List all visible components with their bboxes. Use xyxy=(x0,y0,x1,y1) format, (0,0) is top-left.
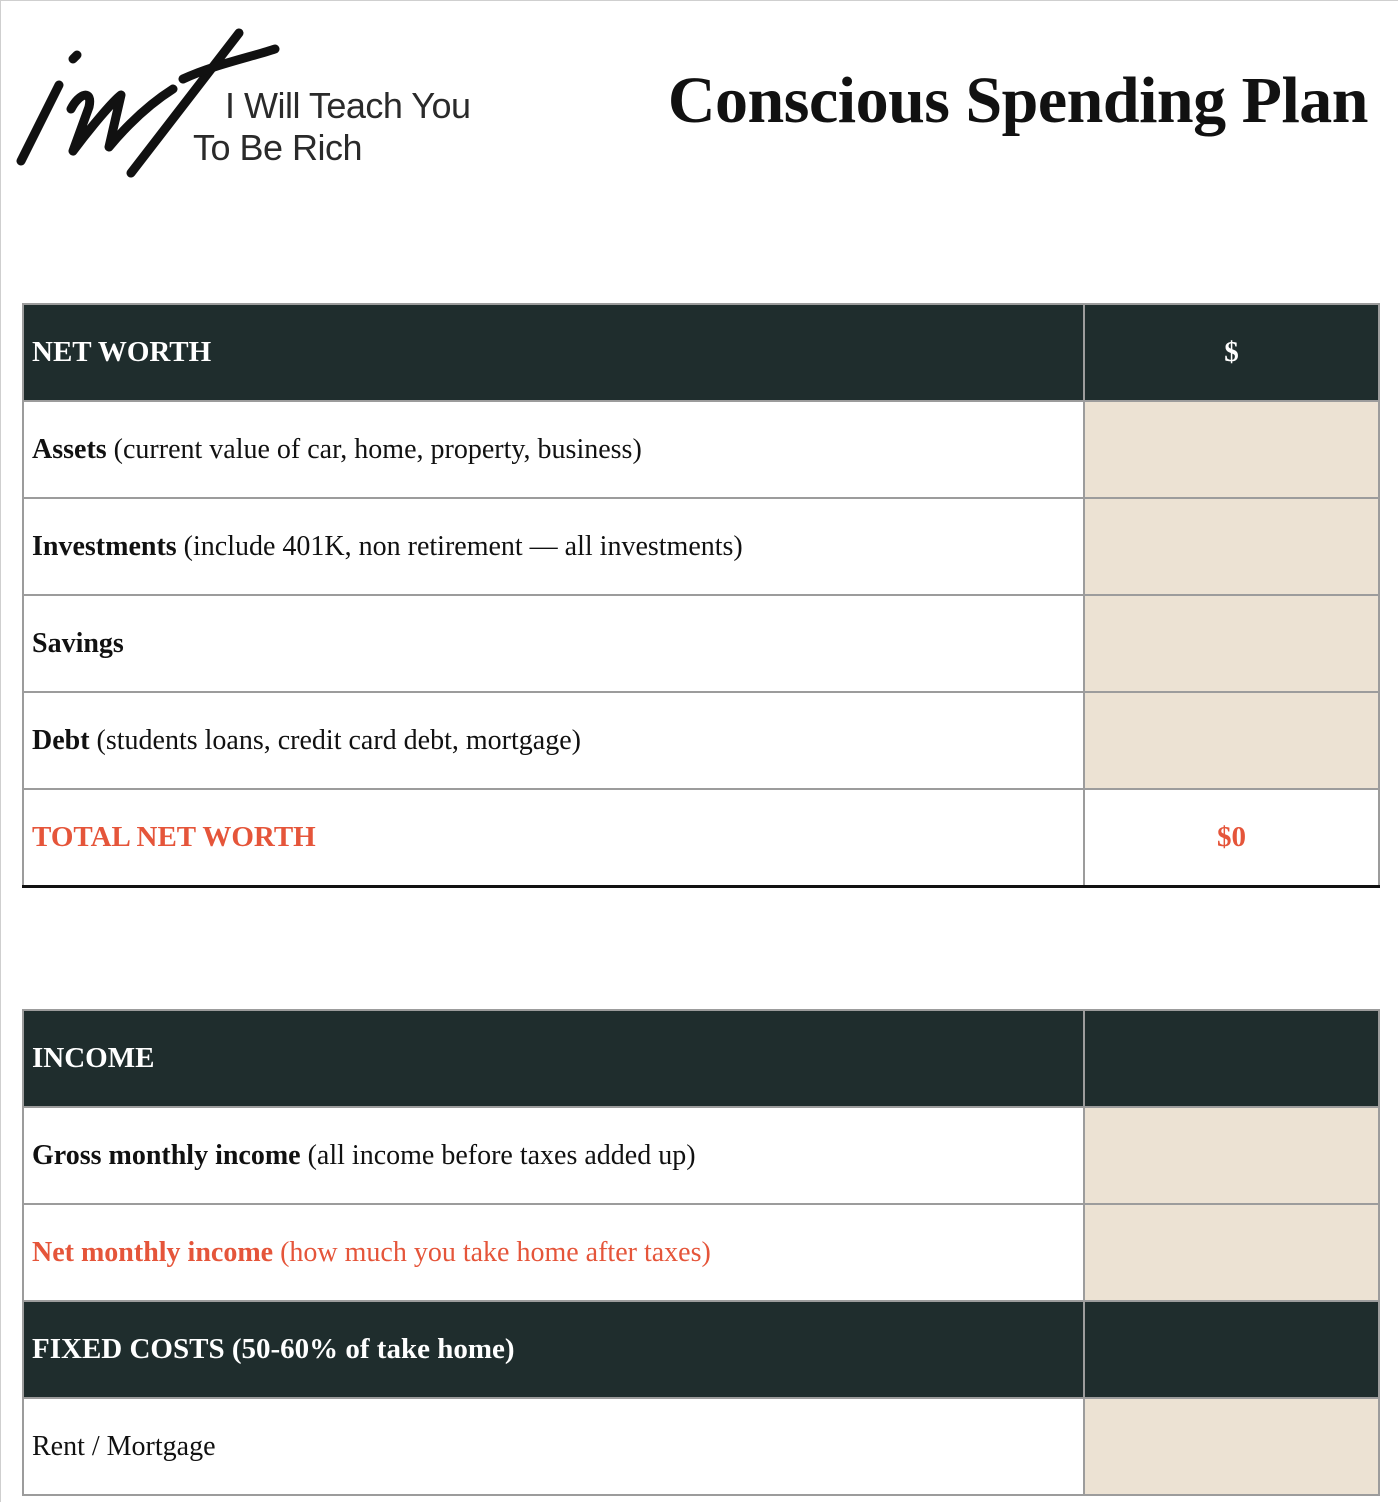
fixed-costs-header-label: FIXED COSTS (50-60% of take home) xyxy=(23,1301,1084,1398)
page-title: Conscious Spending Plan xyxy=(667,64,1368,137)
investments-value-cell[interactable] xyxy=(1084,498,1379,595)
income-header-value xyxy=(1084,1010,1379,1107)
iwt-logo xyxy=(13,23,513,183)
table-row xyxy=(23,595,1379,692)
net-worth-header-row xyxy=(23,304,1379,401)
income-header-label: INCOME xyxy=(23,1010,1084,1107)
debt-label xyxy=(23,692,1084,789)
table-row xyxy=(23,1204,1379,1301)
gross-income-label-bold: Gross monthly income xyxy=(32,1139,301,1171)
net-income-label-bold: Net monthly income xyxy=(32,1236,274,1268)
fixed-costs-header-value xyxy=(1084,1301,1379,1398)
gross-income-label xyxy=(23,1107,1084,1204)
net-income-value-cell[interactable] xyxy=(1084,1204,1379,1301)
table-row xyxy=(23,1107,1379,1204)
rent-mortgage-value-cell[interactable] xyxy=(1084,1398,1379,1495)
total-net-worth-row xyxy=(23,789,1379,886)
net-income-label xyxy=(23,1204,1084,1301)
logo-text-line2: To Be Rich xyxy=(193,127,363,168)
savings-value-cell[interactable] xyxy=(1084,595,1379,692)
assets-label-bold: Assets xyxy=(32,433,107,465)
net-worth-table xyxy=(22,303,1380,888)
net-income-label-note: (how much you take home after taxes) xyxy=(273,1236,711,1268)
savings-label xyxy=(23,595,1084,692)
debt-label-bold: Debt xyxy=(32,724,90,756)
total-net-worth-label: TOTAL NET WORTH xyxy=(23,789,1084,886)
table-row xyxy=(23,498,1379,595)
income-header-row xyxy=(23,1010,1379,1107)
total-net-worth-value: $0 xyxy=(1084,789,1379,886)
income-table xyxy=(22,1009,1380,1496)
investments-label-bold: Investments xyxy=(32,530,177,562)
debt-label-note: (students loans, credit card debt, mortgage) xyxy=(89,724,581,756)
table-row xyxy=(23,1398,1379,1495)
assets-label-note: (current value of car, home, property, business) xyxy=(106,433,642,465)
savings-label-bold: Savings xyxy=(32,627,124,659)
assets-value-cell[interactable] xyxy=(1084,401,1379,498)
investments-label-note: (include 401K, non retirement — all investments) xyxy=(176,530,743,562)
gross-income-value-cell[interactable] xyxy=(1084,1107,1379,1204)
logo-text-line1: I Will Teach You xyxy=(225,85,471,126)
debt-value-cell[interactable] xyxy=(1084,692,1379,789)
net-worth-header-value: $ xyxy=(1084,304,1379,401)
fixed-costs-header-row xyxy=(23,1301,1379,1398)
assets-label xyxy=(23,401,1084,498)
rent-mortgage-label: Rent / Mortgage xyxy=(23,1398,1084,1495)
net-worth-header-label: NET WORTH xyxy=(23,304,1084,401)
table-row xyxy=(23,401,1379,498)
table-row xyxy=(23,692,1379,789)
gross-income-label-note: (all income before taxes added up) xyxy=(300,1139,696,1171)
investments-label xyxy=(23,498,1084,595)
